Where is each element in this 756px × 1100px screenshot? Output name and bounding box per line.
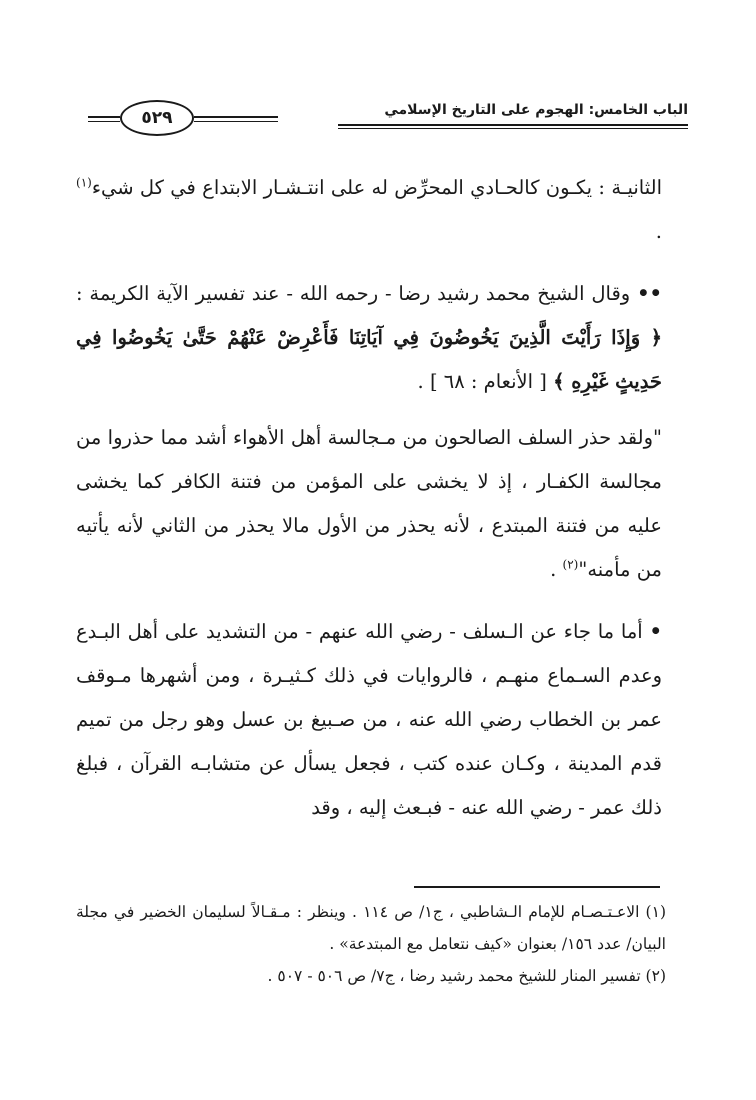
body-text	[76, 166, 662, 848]
quran-verse: ﴿ وَإِذَا رَأَيْتَ الَّذِينَ يَخُوضُونَ فِي آيَاتِنَا فَأَعْرِضْ عَنْهُمْ حَتَّىٰ يَخُوضُوا فِي حَدِيثٍ غَيْرِهِ ﴾	[76, 326, 662, 393]
page-number: ٥٢٩	[120, 100, 194, 136]
paragraph-text: "ولقد حذر السلف الصالحون من مـجالسة أهل الأهواء أشد مما حذروا من مجالسة الكفـار ، إذ لا يخشى على المؤمن من فتنة الكافر كما يخشى عليه من فتنة المبتدع ، لأنه يحذر من الأول مالا يحذر من الثاني لأنه يأتيه من مأمنه"	[76, 426, 662, 581]
paragraph-text: الثانيـة : يكـون كالحـادي المحرِّض له على انتـشـار الابتداع في كل شيء	[91, 176, 662, 199]
paragraph-text: أما ما جاء عن الـسلف - رضي الله عنهم - من التشديد على أهل البـدع وعدم السـماع منهـم ، فالروايات في ذلك كـثيـرة ، ومن أشهرها مـوقف عمر بن الخطاب رضي الله عنه ، من صـبيغ بن عسل وهو رجل من تميم قدم المدينة ، وكـان عنده كتب ، فجعل يسأل عن متشابـه القرآن ، فبلغ ذلك عمر - رضي الله عنه - فبـعث إليه ، وقد	[76, 620, 662, 819]
header-underline	[338, 128, 688, 129]
chapter-title: الباب الخامس: الهجوم على التاريخ الإسلامي	[384, 102, 688, 118]
footnote-separator	[414, 886, 660, 888]
header-rule	[88, 121, 120, 122]
footnote-marker[interactable]: (٢)	[562, 557, 579, 572]
paragraph-4	[76, 610, 662, 830]
paragraph-tail: .	[655, 220, 662, 243]
footnotes	[76, 896, 666, 992]
header-rule	[194, 121, 278, 122]
header-rule	[88, 116, 120, 118]
paragraph-text: وقال الشيخ محمد رشيد رضا - رحمه الله - عند تفسير الآية الكريمة :	[76, 282, 638, 305]
bullet-mark: •	[649, 620, 662, 643]
paragraph-tail: .	[550, 558, 563, 581]
footnote-1: (١) الاعـتـصـام للإمام الـشاطبي ، ج١/ ص ١١٤ . وينظر : مـقـالاً لسليمان الخضير في مجلة البيان/ عدد ١٥٦/ بعنوان «كيف نتعامل مع المبتدعة» .	[76, 903, 666, 953]
paragraph-2	[76, 272, 662, 404]
header-rule	[194, 116, 278, 118]
paragraph-1	[76, 166, 662, 254]
verse-reference: [ الأنعام : ٦٨ ] .	[417, 370, 554, 393]
bullet-mark: ••	[637, 282, 662, 305]
paragraph-3	[76, 416, 662, 592]
header-underline	[338, 124, 688, 126]
footnote-2: (٢) تفسير المنار للشيخ محمد رشيد رضا ، ج٧/ ص ٥٠٦ - ٥٠٧ .	[267, 967, 666, 985]
footnote-marker[interactable]: (١)	[76, 175, 92, 190]
running-header	[88, 96, 688, 140]
